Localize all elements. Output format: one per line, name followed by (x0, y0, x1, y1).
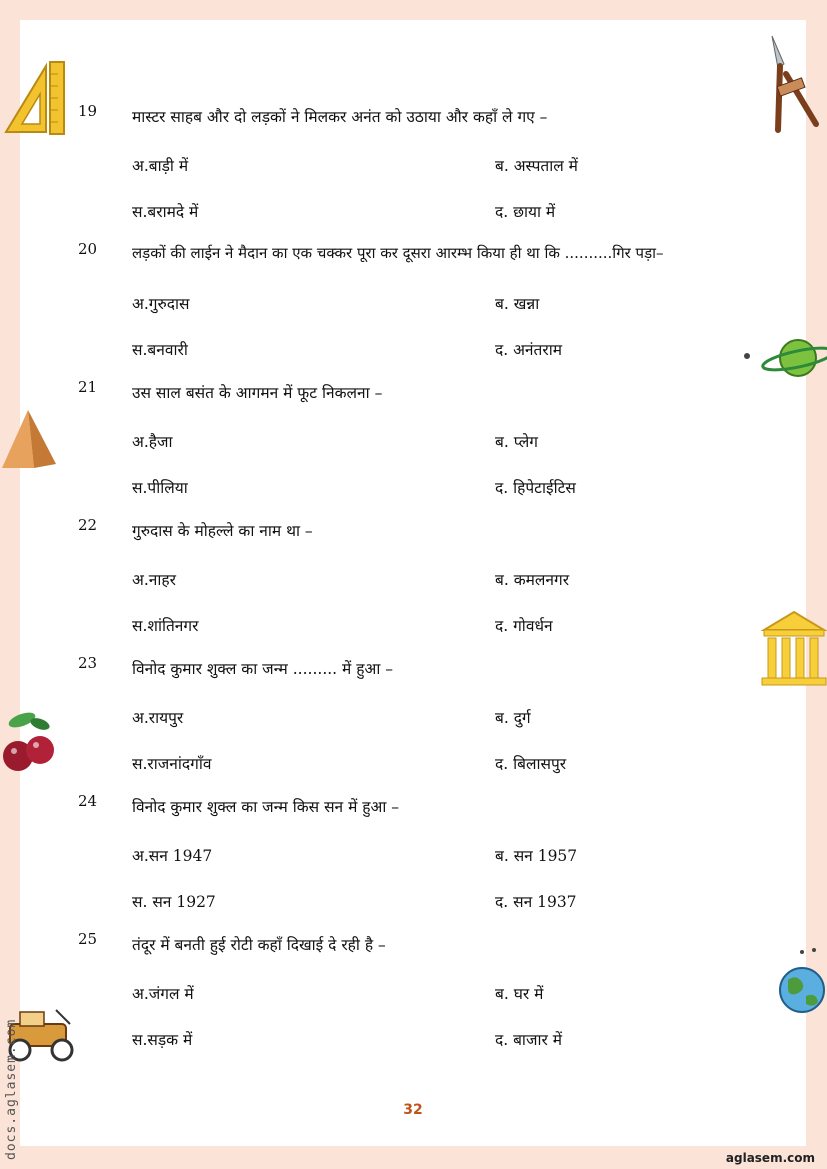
option-b: ब. खन्ना (495, 295, 540, 313)
temple-pillars-icon (760, 608, 827, 688)
option-a: अ.गुरुदास (132, 295, 190, 313)
option-b: ब. प्लेग (495, 433, 538, 451)
option-a: अ.हैजा (132, 433, 173, 451)
option-d: द. हिपेटाईटिस (495, 479, 576, 497)
question-number: 22 (78, 516, 98, 534)
option-d: द. बिलासपुर (495, 755, 567, 773)
question-number: 24 (78, 792, 98, 810)
option-d: द. छाया में (495, 203, 556, 221)
option-d: द. अनंतराम (495, 341, 562, 359)
option-d: द. गोवर्धन (495, 617, 553, 635)
question-number: 21 (78, 378, 98, 396)
question-text: उस साल बसंत के आगमन में फूट निकलना – (132, 384, 383, 402)
question-text: तंदूर में बनती हुई रोटी कहाँ दिखाई दे रही है – (132, 936, 386, 954)
side-watermark: docs.aglasem.com (4, 1018, 19, 1160)
question-number: 23 (78, 654, 98, 672)
globe-icon (776, 946, 827, 1022)
option-c: स.राजनांदगाँव (132, 755, 212, 773)
berries-icon (0, 706, 60, 778)
planet-saturn-icon (740, 334, 827, 384)
worksheet-page (20, 20, 806, 1146)
question-number: 19 (78, 102, 98, 120)
option-d: द. बाजार में (495, 1031, 563, 1049)
question-text: लड़कों की लाईन ने मैदान का एक चक्कर पूरा कर दूसरा आरम्भ किया ही था कि ..........गिर पड़ा– (132, 244, 664, 262)
pyramid-icon (0, 408, 58, 470)
question-number: 20 (78, 240, 98, 258)
option-a: अ.रायपुर (132, 709, 184, 727)
option-a: अ.सन 1947 (132, 847, 213, 865)
option-a: अ.नाहर (132, 571, 176, 589)
pruning-shears-icon (764, 34, 824, 134)
option-c: स.बरामदे में (132, 203, 199, 221)
footer-site-link[interactable]: aglasem.com (725, 1151, 815, 1165)
option-b: ब. घर में (495, 985, 544, 1003)
option-c: स.शांतिनगर (132, 617, 199, 635)
option-c: स.बनवारी (132, 341, 188, 359)
option-b: ब. दुर्ग (495, 709, 531, 727)
ruler-triangle-icon (2, 60, 68, 136)
option-d: द. सन 1937 (495, 893, 577, 911)
option-a: अ.जंगल में (132, 985, 194, 1003)
option-c: स.पीलिया (132, 479, 188, 497)
option-b: ब. सन 1957 (495, 847, 578, 865)
question-text: मास्टर साहब और दो लड़कों ने मिलकर अनंत को उठाया और कहाँ ले गए – (132, 108, 548, 126)
option-a: अ.बाड़ी में (132, 157, 189, 175)
question-text: विनोद कुमार शुक्ल का जन्म किस सन में हुआ – (132, 798, 400, 816)
page-number: 32 (403, 1102, 423, 1118)
option-b: ब. कमलनगर (495, 571, 570, 589)
option-c: स. सन 1927 (132, 893, 216, 911)
question-text: गुरुदास के मोहल्ले का नाम था – (132, 522, 313, 540)
question-text: विनोद कुमार शुक्ल का जन्म ......... में हुआ – (132, 660, 393, 678)
question-number: 25 (78, 930, 98, 948)
option-b: ब. अस्पताल में (495, 157, 578, 175)
option-c: स.सड़क में (132, 1031, 193, 1049)
